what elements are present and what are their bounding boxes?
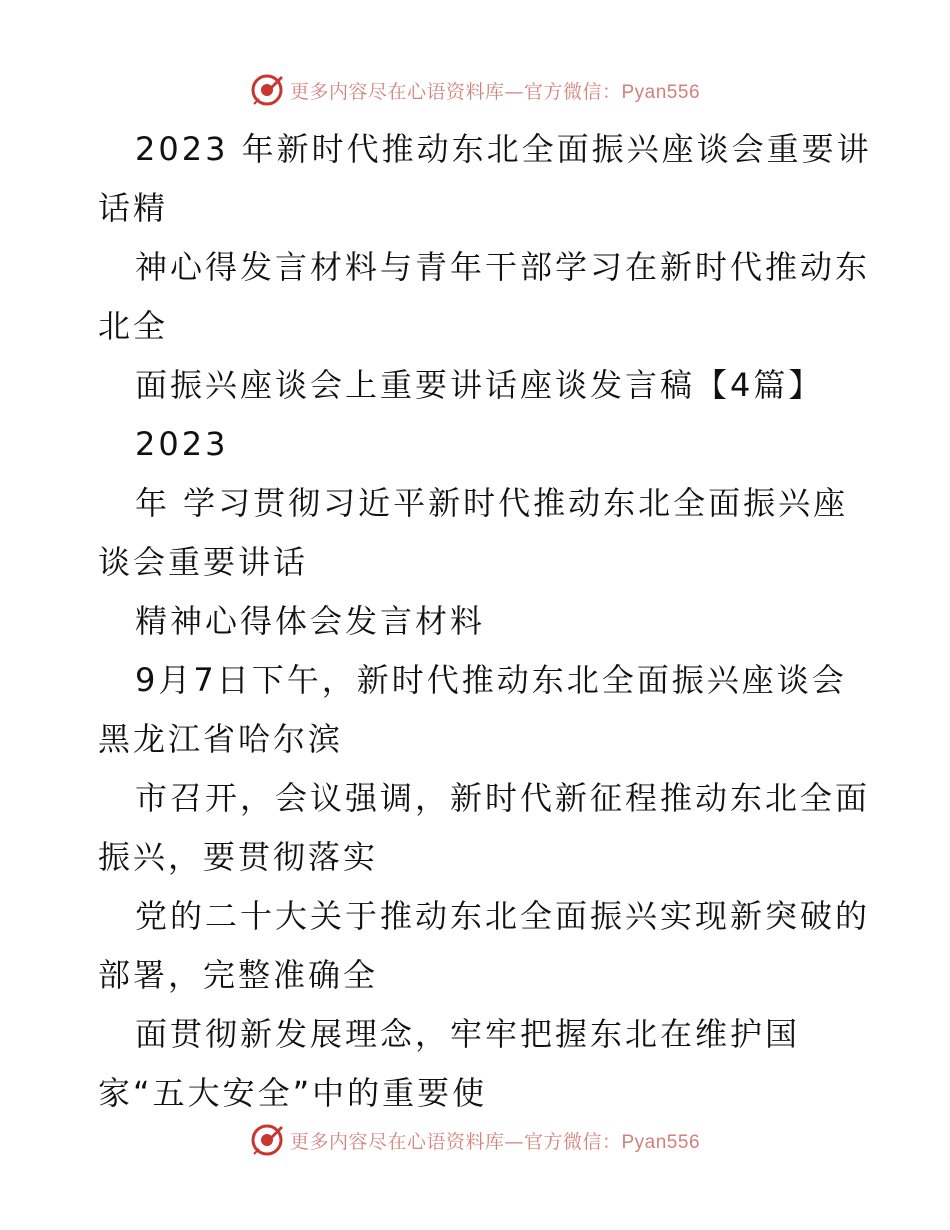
text-line: 面贯彻新发展理念，牢牢把握东北在维护国 (135, 1015, 801, 1053)
text-line: 谈会重要讲话 (98, 543, 309, 581)
text-line: 话精 (98, 189, 169, 227)
text-line: 面振兴座谈会上重要讲话座谈发言稿【4篇】 (135, 366, 824, 404)
text-line: 部署，完整准确全 (98, 956, 379, 994)
text-line: 北全 (98, 307, 169, 345)
text-line: 2023 (135, 425, 229, 463)
header-watermark (0, 70, 950, 110)
pen-logo-icon (250, 73, 284, 107)
watermark-text: 更多内容尽在心语资料库—官方微信：Pyan556 (289, 80, 701, 103)
text-line: 家“五大安全”中的重要使 (98, 1074, 488, 1112)
text-line: 神心得发言材料与青年干部学习在新时代推动东 (135, 248, 871, 286)
pen-logo-icon (250, 1123, 284, 1157)
text-line: 市召开，会议强调，新时代新征程推动东北全面 (135, 779, 871, 817)
text-line: 党的二十大关于推动东北全面振兴实现新突破的 (135, 897, 871, 935)
text-line: 精神心得体会发言材料 (135, 602, 486, 640)
footer-watermark (0, 1120, 950, 1160)
text-line: 2023 年新时代推动东北全面振兴座谈会重要讲 (135, 130, 872, 168)
text-line: 黑龙江省哈尔滨 (98, 720, 344, 758)
text-line: 9月7日下午，新时代推动东北全面振兴座谈会 (135, 661, 847, 699)
text-line: 振兴，要贯彻落实 (98, 838, 379, 876)
text-line: 年 学习贯彻习近平新时代推动东北全面振兴座 (135, 484, 849, 522)
watermark-text: 更多内容尽在心语资料库—官方微信：Pyan556 (289, 1130, 701, 1153)
